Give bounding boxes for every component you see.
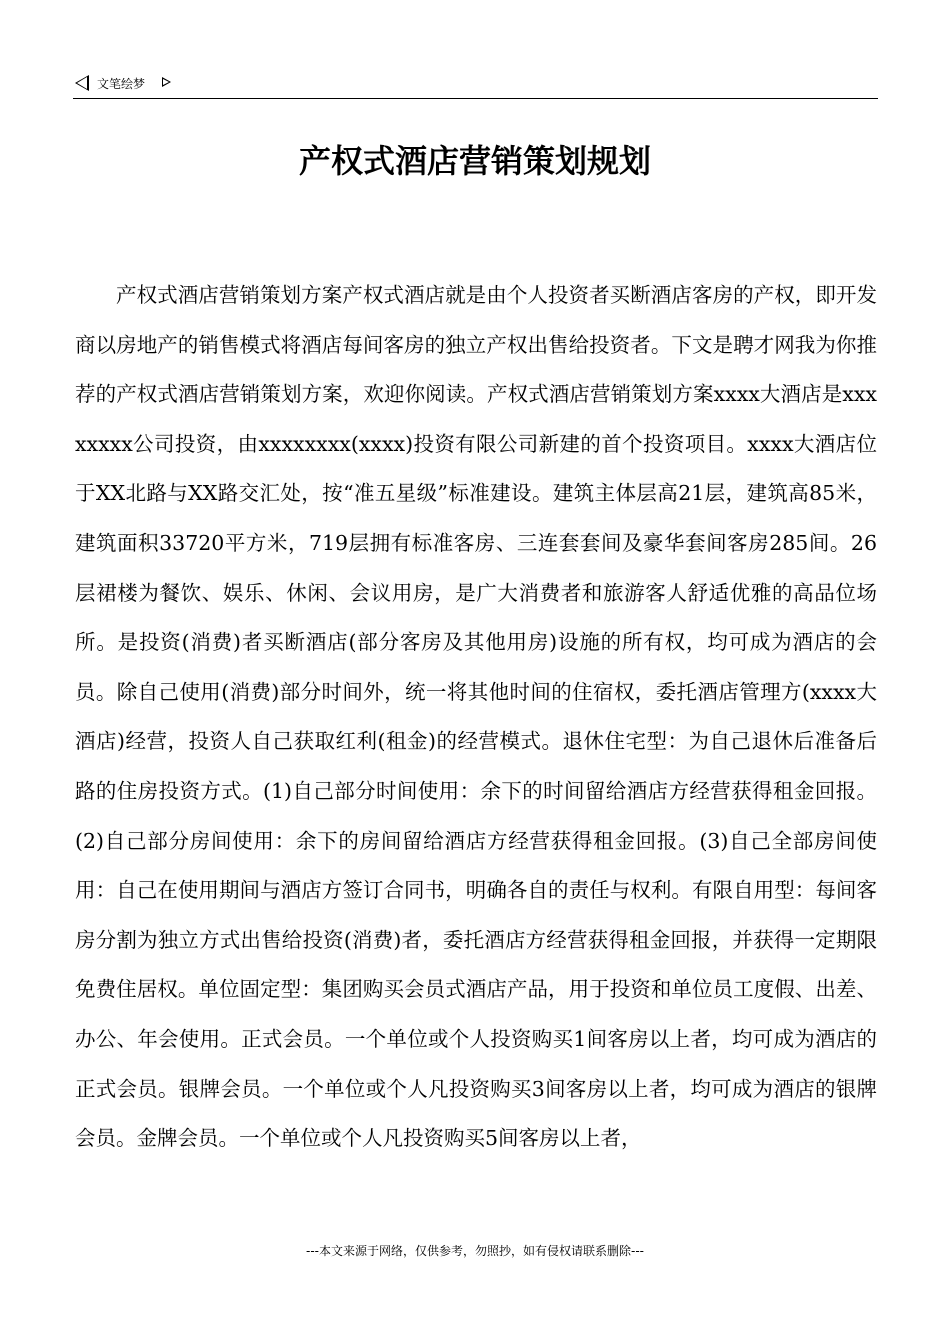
page-header bbox=[73, 72, 878, 99]
header-title: 文笔绘梦 bbox=[97, 77, 146, 91]
triangle-right-outline-icon bbox=[162, 77, 171, 87]
document-title: 产权式酒店营销策划规划 bbox=[298, 142, 651, 180]
page-footer-disclaimer: ---本文来源于网络，仅供参考，勿照抄，如有侵权请联系删除--- bbox=[306, 1244, 644, 1258]
document-body-paragraph: 产权式酒店营销策划方案产权式酒店就是由个人投资者买断酒店客房的产权，即开发商以房地产的销售模式将酒店每间客房的独立产权出售给投资者。下文是聘才网我为你推荐的产权式酒店营销策划方案，欢迎你阅读。产权式酒店营销策划方案xxxx大酒店是xxxxxxxx公司投资，由xxxxxxxx(xxxx)投资有限公司新建的首个投资项目。xxxx大酒店位于XX北路与XX路交汇处，按“准五星级”标准建设。建筑主体层高21层，建筑高85米，建筑面积33720平方米，719层拥有标准客房、三连套套间及豪华套间客房285间。26层裙楼为餐饮、娱乐、休闲、会议用房，是广大消费者和旅游客人舒适优雅的高品位场所。是投资(消费)者买断酒店(部分客房及其他用房)设施的所有权，均可成为酒店的会员。除自己使用(消费)部分时间外，统一将其他时间的住宿权，委托酒店管理方(xxxx大酒店)经营，投资人自己获取红利(租金)的经营模式。退休住宅型：为自己退休后准备后路的住房投资方式。(1)自己部分时间使用：余下的时间留给酒店方经营获得租金回报。(2)自己部分房间使用：余下的房间留给酒店方经营获得租金回报。(3)自己全部房间使用：自己在使用期间与酒店方签订合同书，明确各自的责任与权利。有限自用型：每间客房分割为独立方式出售给投资(消费)者，委托酒店方经营获得租金回报，并获得一定期限免费住居权。单位固定型：集团购买会员式酒店产品，用于投资和单位员工度假、出差、办公、年会使用。正式会员。一个单位或个人投资购买1间客房以上者，均可成为酒店的正式会员。银牌会员。一个单位或个人凡投资购买3间客房以上者，均可成为酒店的银牌会员。金牌会员。一个单位或个人凡投资购买5间客房以上者， bbox=[75, 283, 877, 1151]
triangle-left-outline-icon bbox=[75, 75, 89, 91]
